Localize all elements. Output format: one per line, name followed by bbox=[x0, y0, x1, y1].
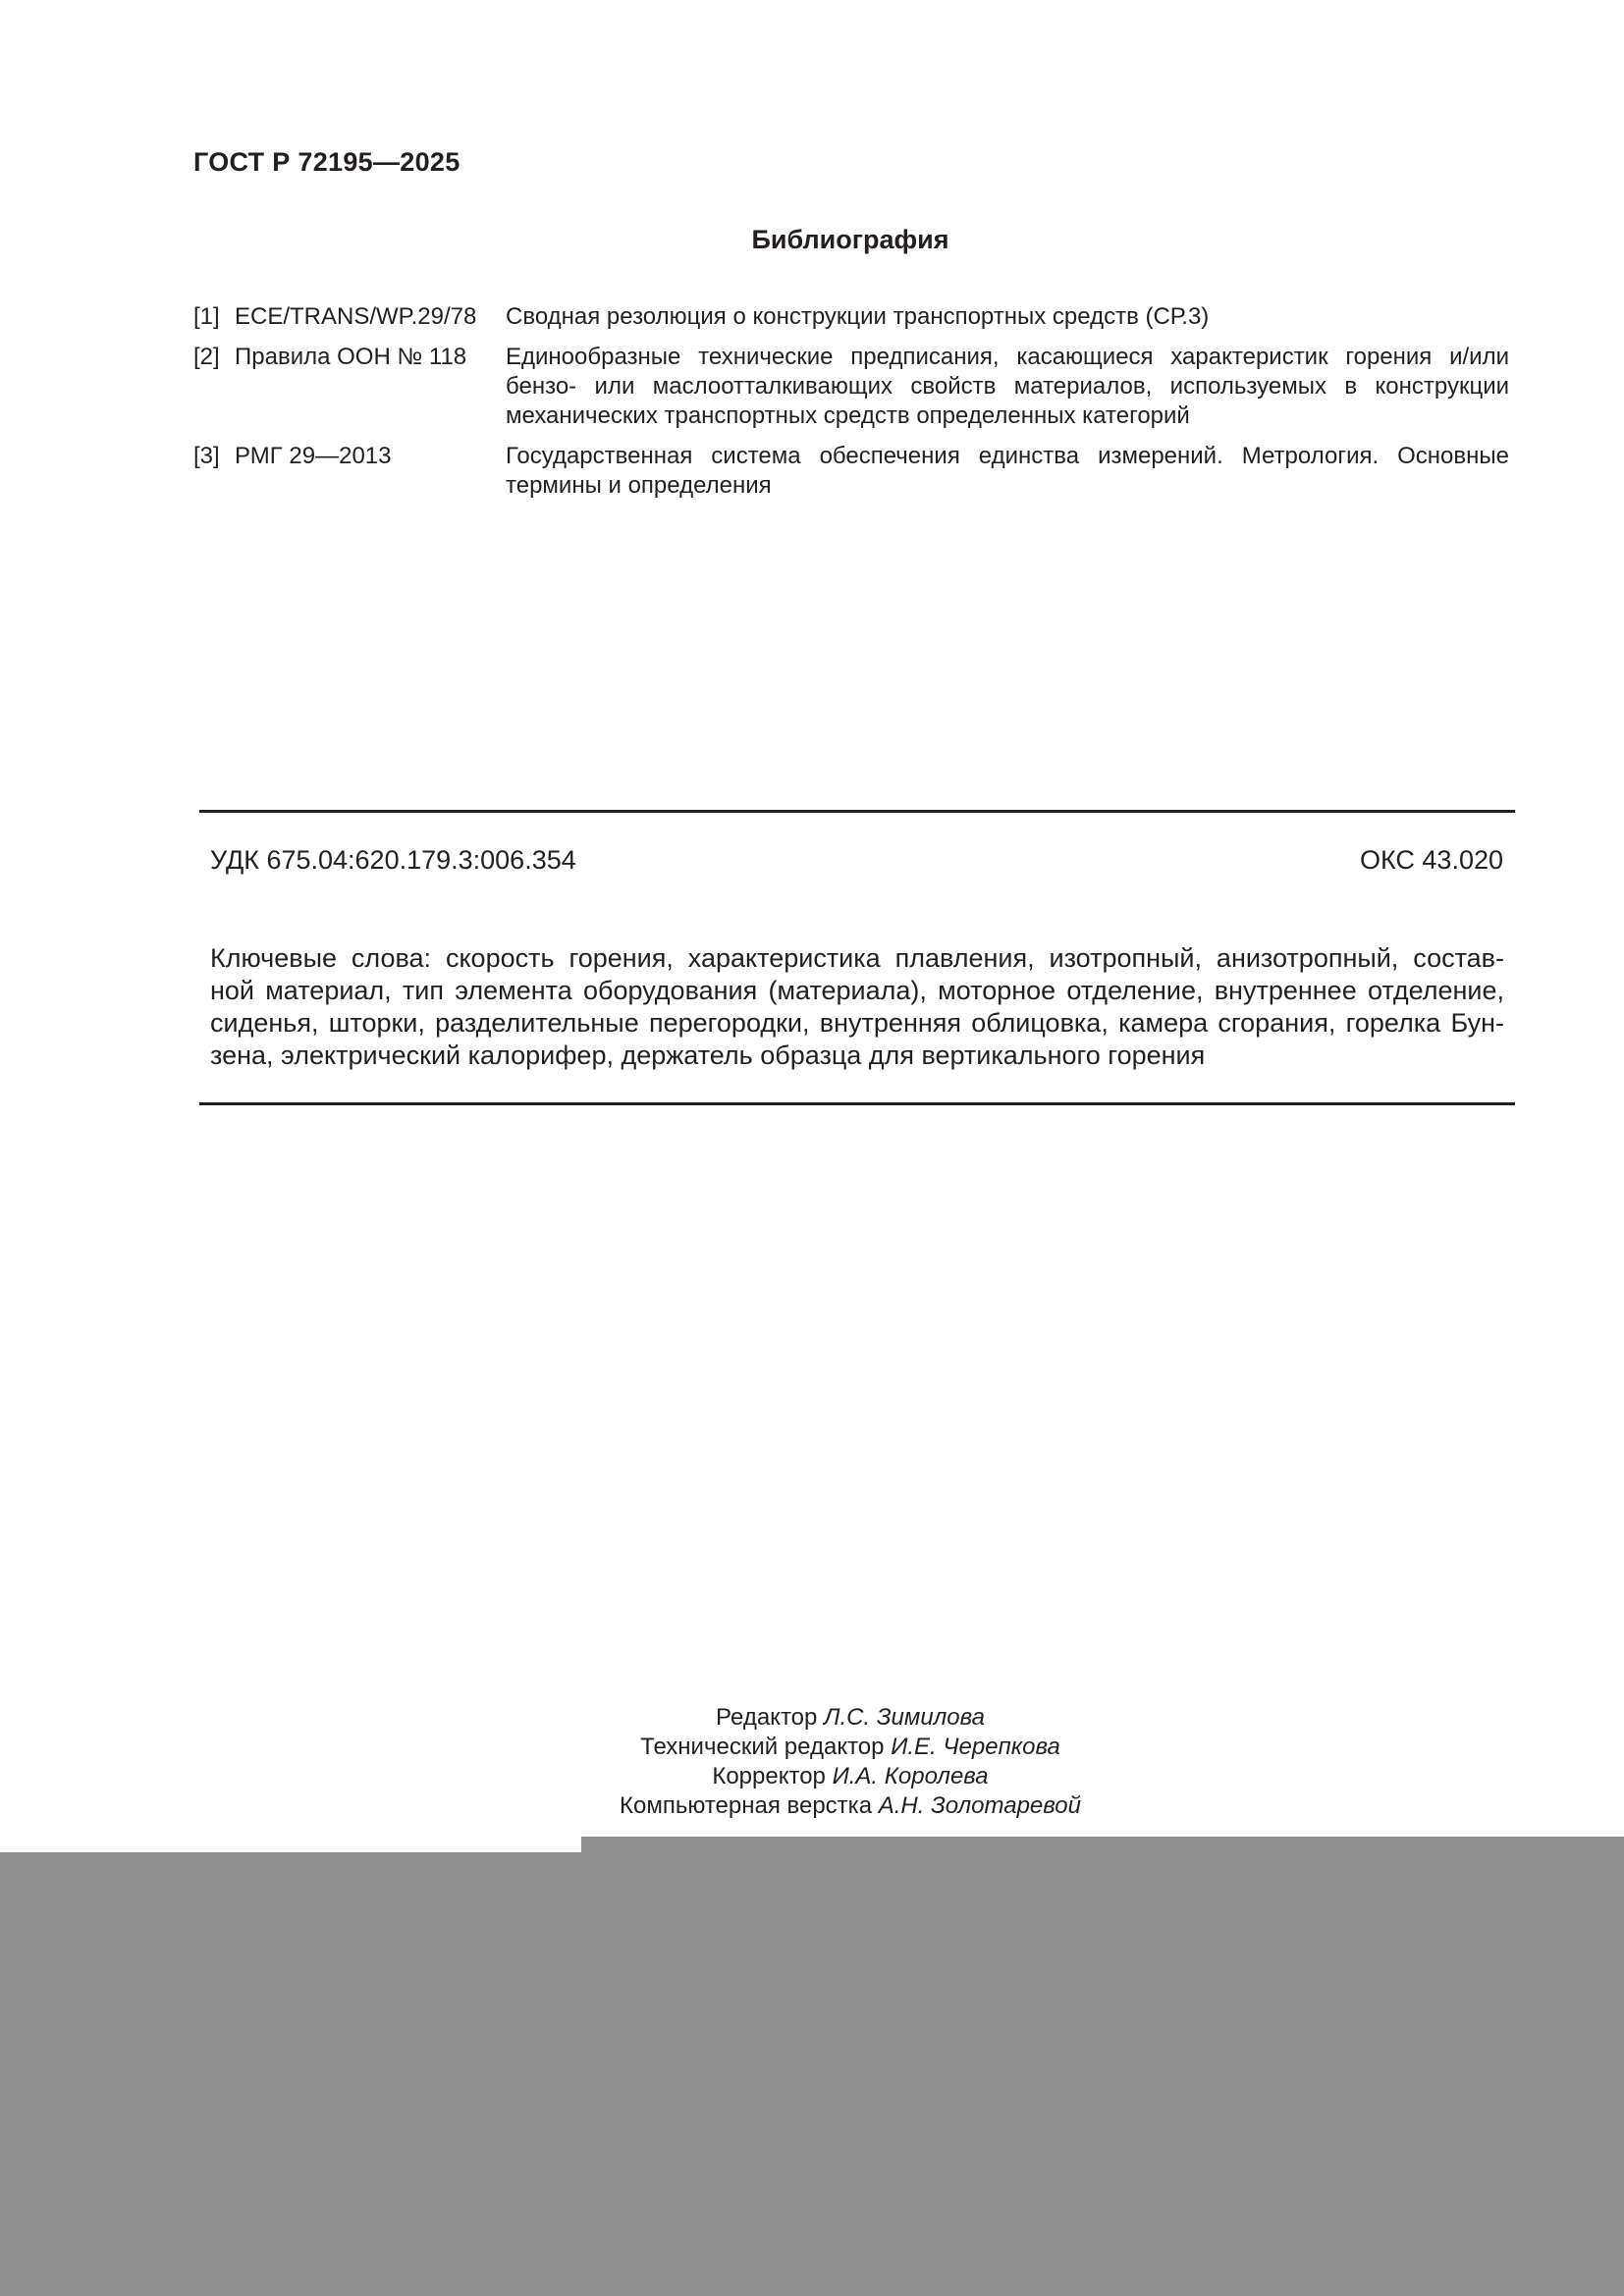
credit-technical-editor bbox=[0, 1733, 1624, 1762]
oks-code: ОКС 43.020 bbox=[1359, 845, 1503, 875]
credit-role: Технический редактор bbox=[640, 1734, 885, 1760]
keywords-line: ной материал, тип элемента оборудования (материала), моторное отделение, внутреннее отделение, bbox=[210, 976, 1504, 1005]
keywords-line: зена, электрический калорифер, держатель образца для вертикального горения bbox=[210, 1041, 1206, 1070]
bibliography-item-reference: РМГ 29—2013 bbox=[235, 443, 392, 469]
bibliography-item bbox=[193, 343, 1509, 431]
bibliography-list bbox=[193, 302, 1509, 511]
bibliography-item-reference: Правила ООН № 118 bbox=[235, 344, 467, 370]
bibliography-item-number: [1] bbox=[193, 303, 220, 330]
credit-name: И.Е. Черепкова bbox=[891, 1734, 1060, 1760]
credit-name: Л.С. Зимилова bbox=[824, 1704, 985, 1731]
credits-block bbox=[0, 1703, 1624, 1821]
credit-layout bbox=[0, 1791, 1624, 1821]
keywords-block bbox=[210, 942, 1504, 1072]
credit-role: Корректор bbox=[712, 1763, 826, 1789]
credit-proofreader bbox=[0, 1762, 1624, 1791]
bibliography-item bbox=[193, 302, 1509, 332]
udk-code: УДК 675.04:620.179.3:006.354 bbox=[210, 845, 576, 875]
bibliography-item-reference: ECE/TRANS/WP.29/78 bbox=[235, 303, 477, 330]
bibliography-title: Библиография bbox=[751, 225, 949, 254]
bibliography-item-description: Государственная система обеспечения единства измерений. Метрология. Основные термины и определения bbox=[506, 443, 1509, 499]
credit-name: А.Н. Золотаревой bbox=[878, 1792, 1081, 1819]
credit-role: Компьютерная верстка bbox=[620, 1792, 873, 1819]
bibliography-item-number: [2] bbox=[193, 344, 220, 370]
keywords-line: сиденья, шторки, разделительные перегородки, внутренняя облицовка, камера сгорания, горелка Бун- bbox=[210, 1008, 1504, 1038]
keywords-line: Ключевые слова: скорость горения, характеристика плавления, изотропный, анизотропный, состав- bbox=[210, 943, 1504, 973]
bottom-area-notch bbox=[0, 1837, 581, 1852]
credit-role: Редактор bbox=[716, 1704, 818, 1731]
redacted-bottom-area bbox=[0, 1837, 1624, 2296]
bibliography-item-number: [3] bbox=[193, 443, 220, 469]
credit-name: И.А. Королева bbox=[832, 1763, 989, 1789]
bibliography-item-description: Единообразные технические предписания, касающиеся характеристик горения и/или бензо- или маслоотталкивающих свойств материалов, используемых в конструкции механических транспортных средств определенных категорий bbox=[506, 344, 1509, 429]
bibliography-item bbox=[193, 442, 1509, 501]
document-code: ГОСТ Р 72195—2025 bbox=[193, 147, 460, 177]
divider-top bbox=[199, 810, 1515, 813]
divider-bottom bbox=[199, 1102, 1515, 1105]
bibliography-item-description: Сводная резолюция о конструкции транспортных средств (СР.3) bbox=[506, 303, 1210, 330]
credit-editor bbox=[0, 1703, 1624, 1733]
